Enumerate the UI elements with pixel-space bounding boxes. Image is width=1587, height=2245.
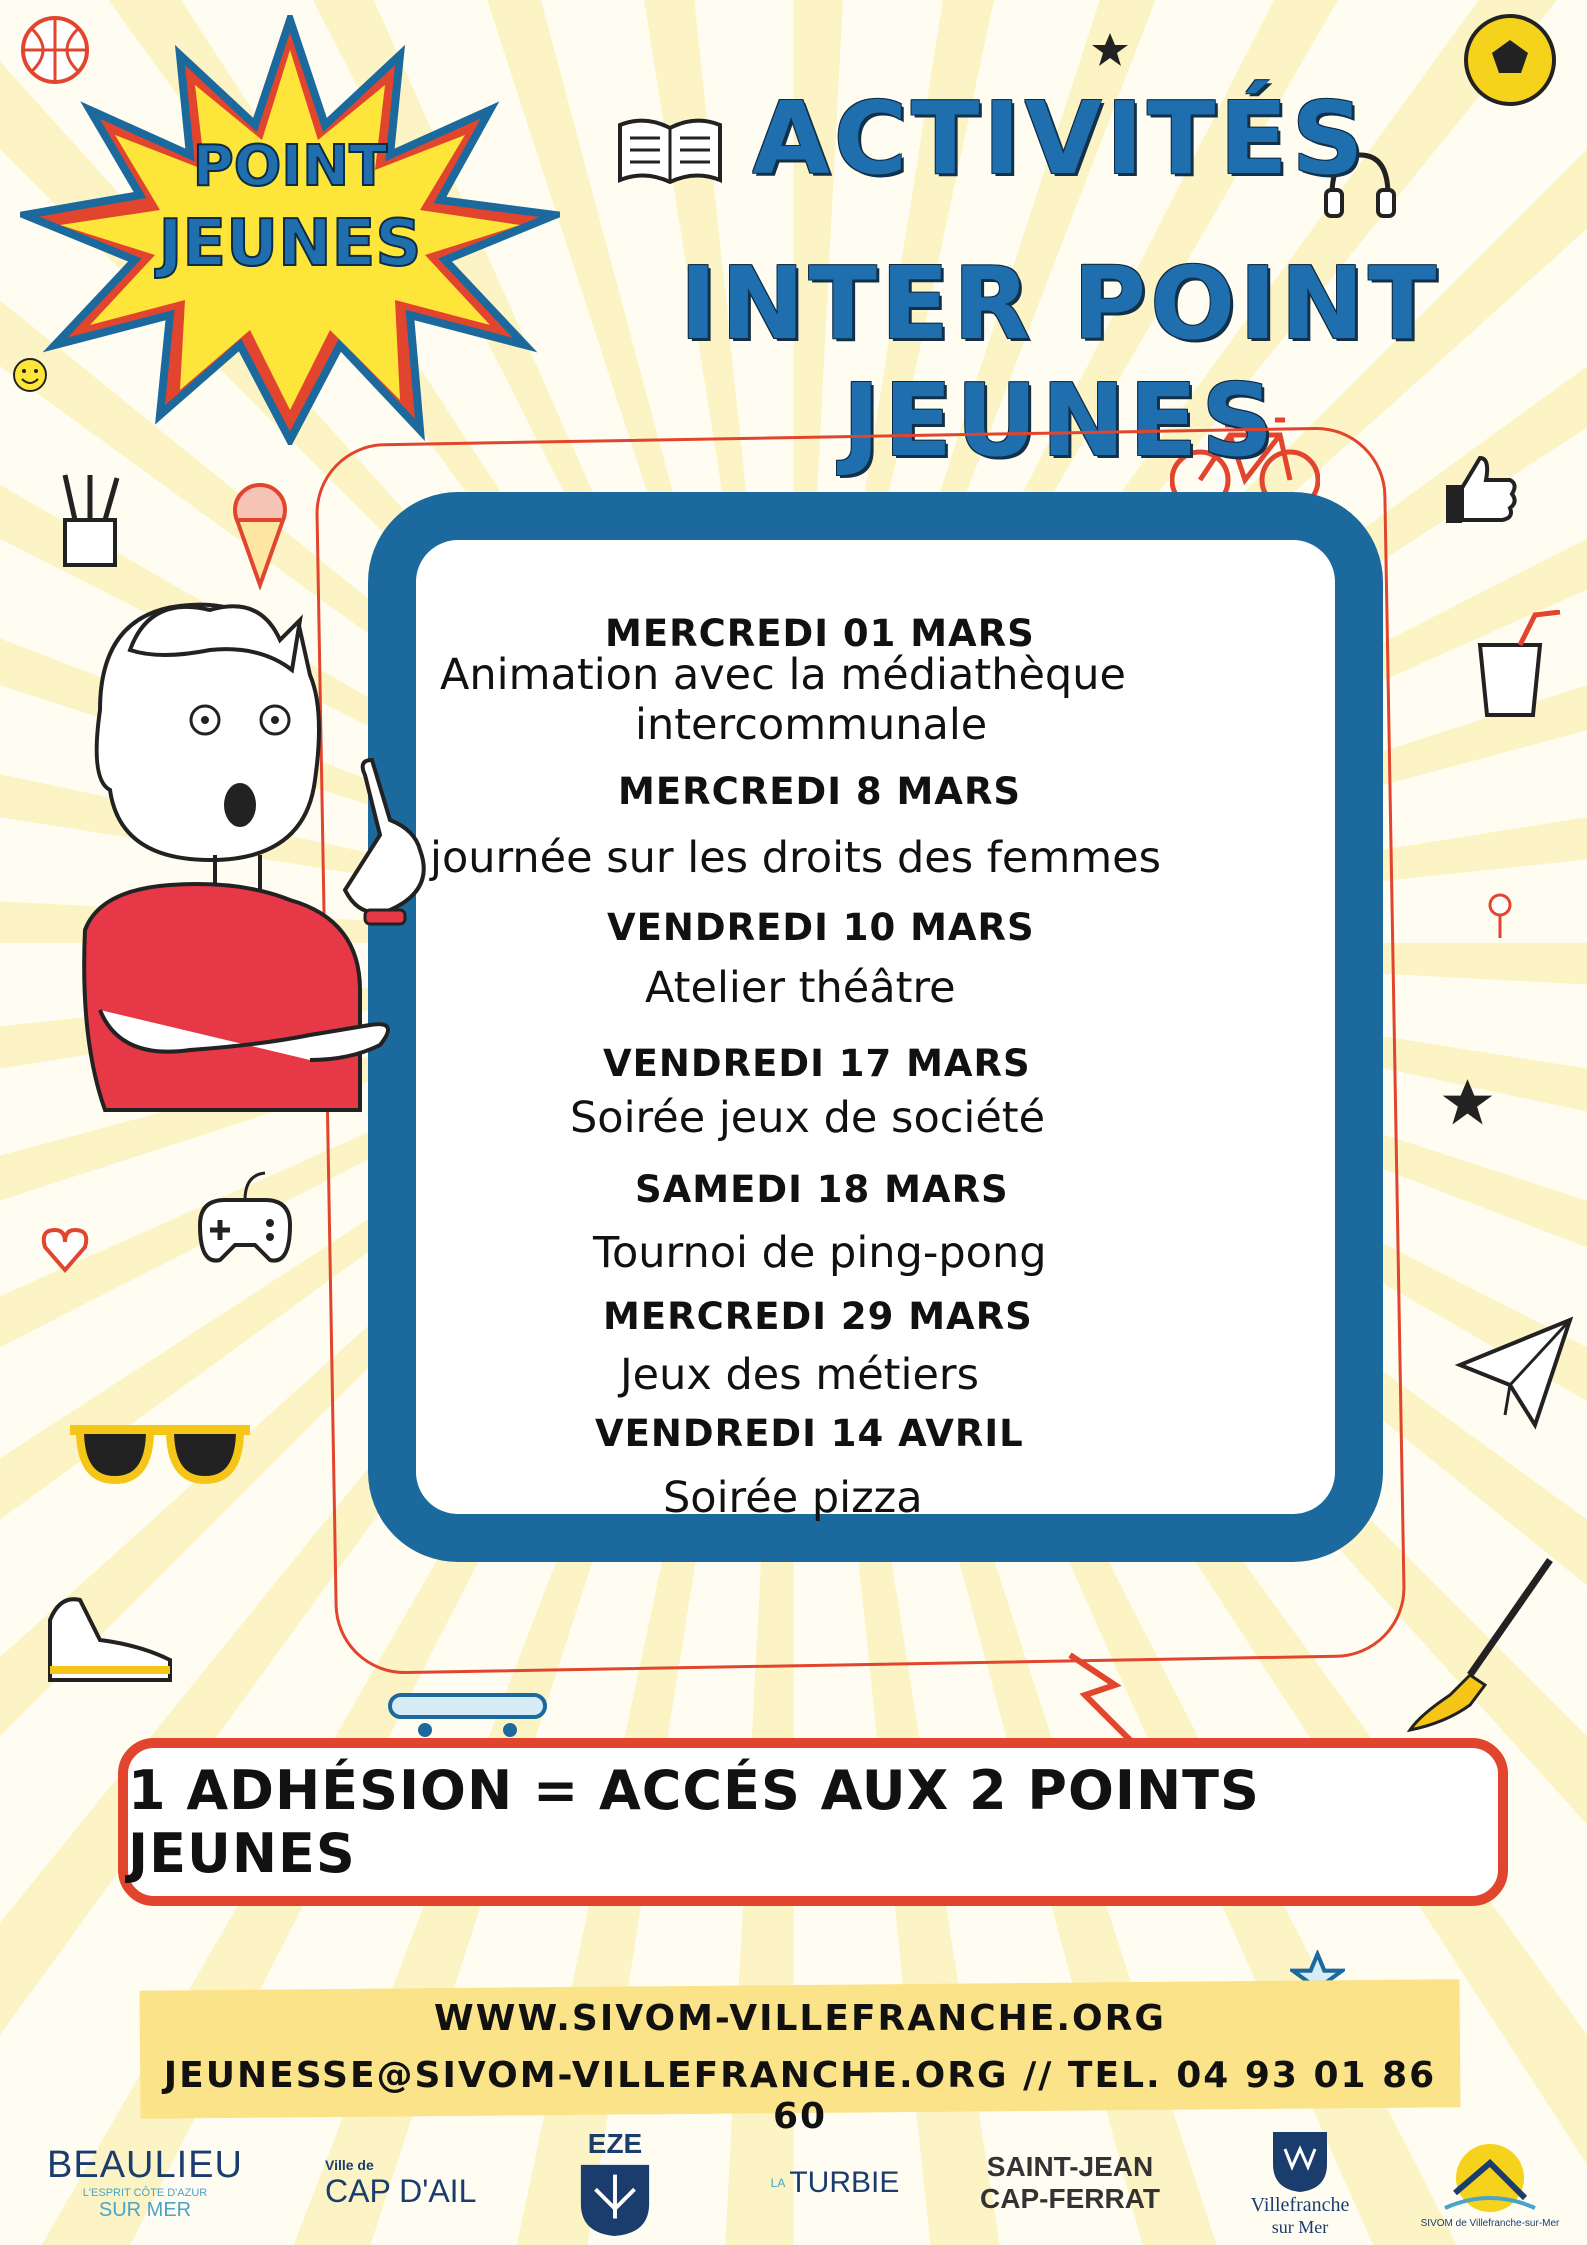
soda-cup-icon — [1465, 610, 1565, 720]
membership-banner: 1 ADHÉSION = ACCÉS AUX 2 POINTS JEUNES — [118, 1738, 1508, 1906]
stjean-line1: SAINT-JEAN — [986, 2151, 1154, 2182]
sivom-emblem-icon — [1435, 2138, 1545, 2218]
day-label: MERCREDI 01 MARS — [605, 612, 1035, 655]
villefranche-line2: sur Mer — [1271, 2216, 1329, 2237]
basketball-icon — [15, 10, 95, 90]
activity-text: Soirée pizza — [663, 1473, 923, 1523]
stjean-line2: CAP-FERRAT — [980, 2183, 1160, 2214]
paintbrush-icon — [1400, 1555, 1560, 1735]
pencil-cup-icon — [55, 470, 125, 570]
cap-dail-name: CAP D'AIL — [325, 2172, 477, 2209]
heart-icon — [40, 1225, 90, 1275]
beaulieu-name: BEAULIEU — [47, 2144, 243, 2186]
beaulieu-logo — [45, 2128, 245, 2238]
sivom-name: SIVOM de Villefranche-sur-Mer — [1420, 2217, 1560, 2229]
sivom-logo — [1420, 2128, 1560, 2238]
small-star-icon — [1440, 1075, 1495, 1130]
activity-text: Atelier théâtre — [645, 963, 956, 1013]
activity-text: intercommunale — [635, 700, 988, 750]
villefranche-line1: Villefranche — [1250, 2193, 1350, 2216]
point-jeunes-burst-logo — [20, 15, 560, 445]
activity-text: Soirée jeux de société — [570, 1093, 1046, 1143]
activity-text: Jeux des métiers — [620, 1350, 980, 1400]
eze-crest-icon — [575, 2160, 655, 2238]
beaulieu-tagline: L'ESPRIT CÔTE D'AZUR — [82, 2187, 208, 2199]
smiley-icon — [10, 355, 50, 395]
activity-text: Tournoi de ping-pong — [593, 1228, 1047, 1278]
eze-logo — [555, 2128, 675, 2238]
logo-line1: POINT — [192, 134, 388, 199]
sneaker-icon — [40, 1590, 180, 1690]
day-label: MERCREDI 8 MARS — [618, 770, 1022, 813]
day-label: SAMEDI 18 MARS — [635, 1168, 1009, 1211]
logo-line2: JEUNES — [158, 207, 422, 281]
email-phone-line[interactable]: JEUNESSE@SIVOM-VILLEFRANCHE.ORG // TEL. 04 93 01 86 60 — [163, 2055, 1437, 2137]
boy-character-illustration — [60, 590, 440, 1130]
turbie-name: TURBIE — [789, 2166, 900, 2199]
day-label: VENDREDI 14 AVRIL — [595, 1412, 1024, 1455]
flower-icon — [1480, 890, 1520, 940]
lightning-connector — [1060, 1650, 1150, 1750]
turbie-prefix: LA — [770, 2176, 786, 2190]
day-label: VENDREDI 10 MARS — [607, 906, 1035, 949]
activity-text: Animation avec la médiathèque — [440, 650, 1126, 700]
cap-dail-logo — [325, 2128, 495, 2238]
title-line-1: ACTIVITÉS — [752, 80, 1368, 197]
gamepad-icon — [190, 1165, 300, 1275]
saint-jean-cap-ferrat-logo — [970, 2128, 1170, 2238]
villefranche-logo — [1225, 2128, 1375, 2238]
villefranche-crest-icon — [1270, 2129, 1330, 2194]
beaulieu-suffix: SUR MER — [98, 2199, 192, 2221]
sunglasses-icon — [65, 1405, 255, 1495]
skateboard-icon — [385, 1685, 550, 1740]
activity-text: journée sur les droits des femmes — [430, 833, 1161, 883]
star-icon — [1090, 30, 1130, 70]
paper-plane-icon — [1455, 1315, 1575, 1435]
website-link[interactable]: WWW.SIVOM-VILLEFRANCHE.ORG — [434, 1998, 1166, 2039]
ice-cream-icon — [225, 480, 295, 590]
day-label: MERCREDI 29 MARS — [603, 1295, 1033, 1338]
cap-dail-prefix: Ville de — [325, 2156, 374, 2173]
la-turbie-logo — [755, 2128, 915, 2238]
eze-name: EZE — [587, 2128, 643, 2159]
title-line-2: INTER POINT JEUNES — [679, 245, 1441, 479]
day-label: VENDREDI 17 MARS — [603, 1042, 1031, 1085]
